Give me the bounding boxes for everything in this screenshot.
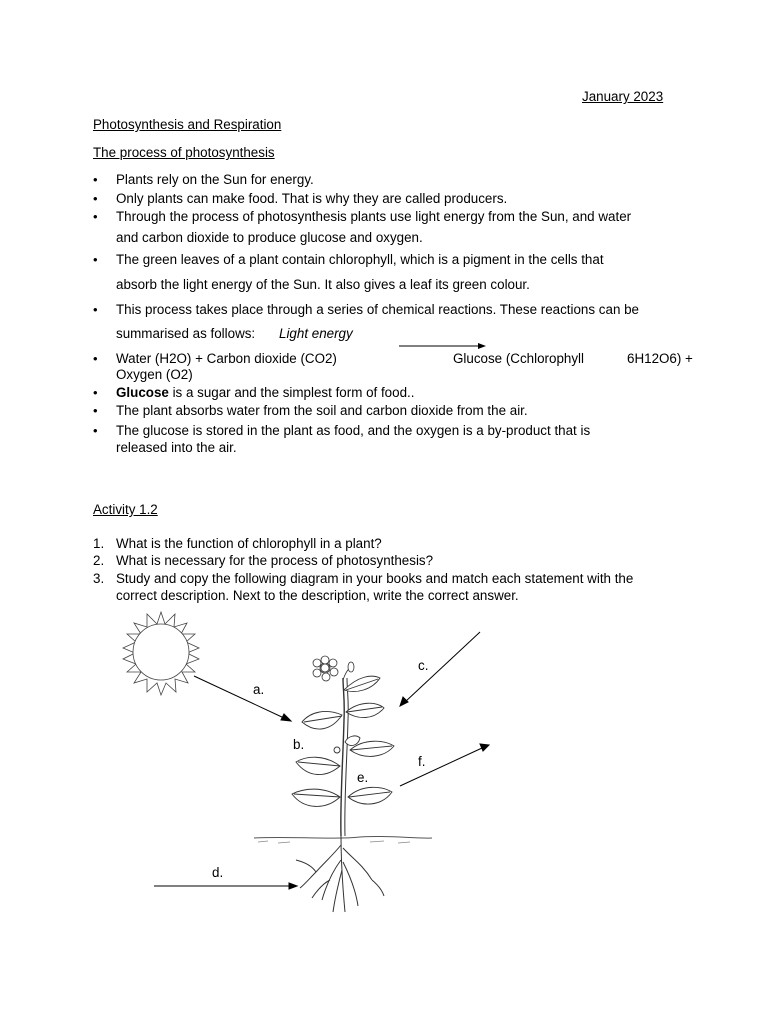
question-number: 2. <box>93 553 105 568</box>
document-date: January 2023 <box>582 89 664 104</box>
reaction-product: Glucose (Cchlorophyll <box>453 351 584 366</box>
list-item-continuation: and carbon dioxide to produce glucose and oxygen. <box>116 230 423 245</box>
roots-icon <box>296 836 384 912</box>
bullet-marker: • <box>93 252 98 267</box>
document-title: Photosynthesis and Respiration <box>93 117 282 132</box>
bullet-marker: • <box>93 209 98 224</box>
question-item: What is the function of chlorophyll in a plant? <box>116 536 382 551</box>
list-item-continuation: Oxygen (O2) <box>116 367 193 382</box>
question-item: What is necessary for the process of photosynthesis? <box>116 553 434 568</box>
bullet-marker: • <box>93 403 98 418</box>
list-item: Water (H2O) + Carbon dioxide (CO2) <box>116 351 337 366</box>
glucose-term: Glucose <box>116 385 169 400</box>
question-number: 1. <box>93 536 105 551</box>
list-item-continuation: released into the air. <box>116 440 237 455</box>
label-c: c. <box>418 658 429 673</box>
bullet-marker: • <box>93 191 98 206</box>
list-item: Through the process of photosynthesis plants use light energy from the Sun, and water <box>116 209 632 224</box>
label-e: e. <box>357 770 369 785</box>
arrow-c <box>400 632 480 706</box>
list-item: Plants rely on the Sun for energy. <box>116 172 314 187</box>
bullet-marker: • <box>93 351 98 366</box>
list-item-continuation: summarised as follows: <box>116 326 256 341</box>
question-item-continuation: correct description. Next to the description, write the correct answer. <box>116 588 519 603</box>
arrow-d <box>154 883 297 889</box>
bullet-marker: • <box>93 423 98 438</box>
list-item <box>116 384 414 401</box>
glucose-definition: is a sugar and the simplest form of food.. <box>168 385 415 400</box>
light-energy-label: Light energy <box>279 326 353 341</box>
label-b: b. <box>293 737 305 752</box>
bullet-marker: • <box>93 172 98 187</box>
arrow-a <box>194 676 291 721</box>
label-f: f. <box>418 754 426 769</box>
bullet-marker: • <box>93 302 98 317</box>
list-item-continuation: absorb the light energy of the Sun. It also gives a leaf its green colour. <box>116 277 530 292</box>
bullet-marker: • <box>93 385 98 400</box>
flower-icon <box>313 656 354 681</box>
list-item: The green leaves of a plant contain chlorophyll, which is a pigment in the cells that <box>116 252 604 267</box>
reaction-formula: 6H12O6) + <box>627 351 693 366</box>
list-item: The glucose is stored in the plant as food, and the oxygen is a by-product that is <box>116 423 591 438</box>
ground-line <box>254 836 432 838</box>
list-item: The plant absorbs water from the soil and carbon dioxide from the air. <box>116 403 528 418</box>
question-item: Study and copy the following diagram in your books and match each statement with the <box>116 571 634 586</box>
question-number: 3. <box>93 571 105 586</box>
label-d: d. <box>212 865 224 880</box>
arrow-f <box>400 744 489 786</box>
list-item: This process takes place through a series of chemical reactions. These reactions can be <box>116 302 639 317</box>
sun-icon <box>123 612 199 695</box>
list-item: Only plants can make food. That is why they are called producers. <box>116 191 508 206</box>
section-heading: The process of photosynthesis <box>93 145 275 160</box>
plant-diagram <box>0 600 768 930</box>
activity-heading: Activity 1.2 <box>93 502 158 517</box>
label-a: a. <box>253 682 265 697</box>
stem <box>341 678 344 836</box>
